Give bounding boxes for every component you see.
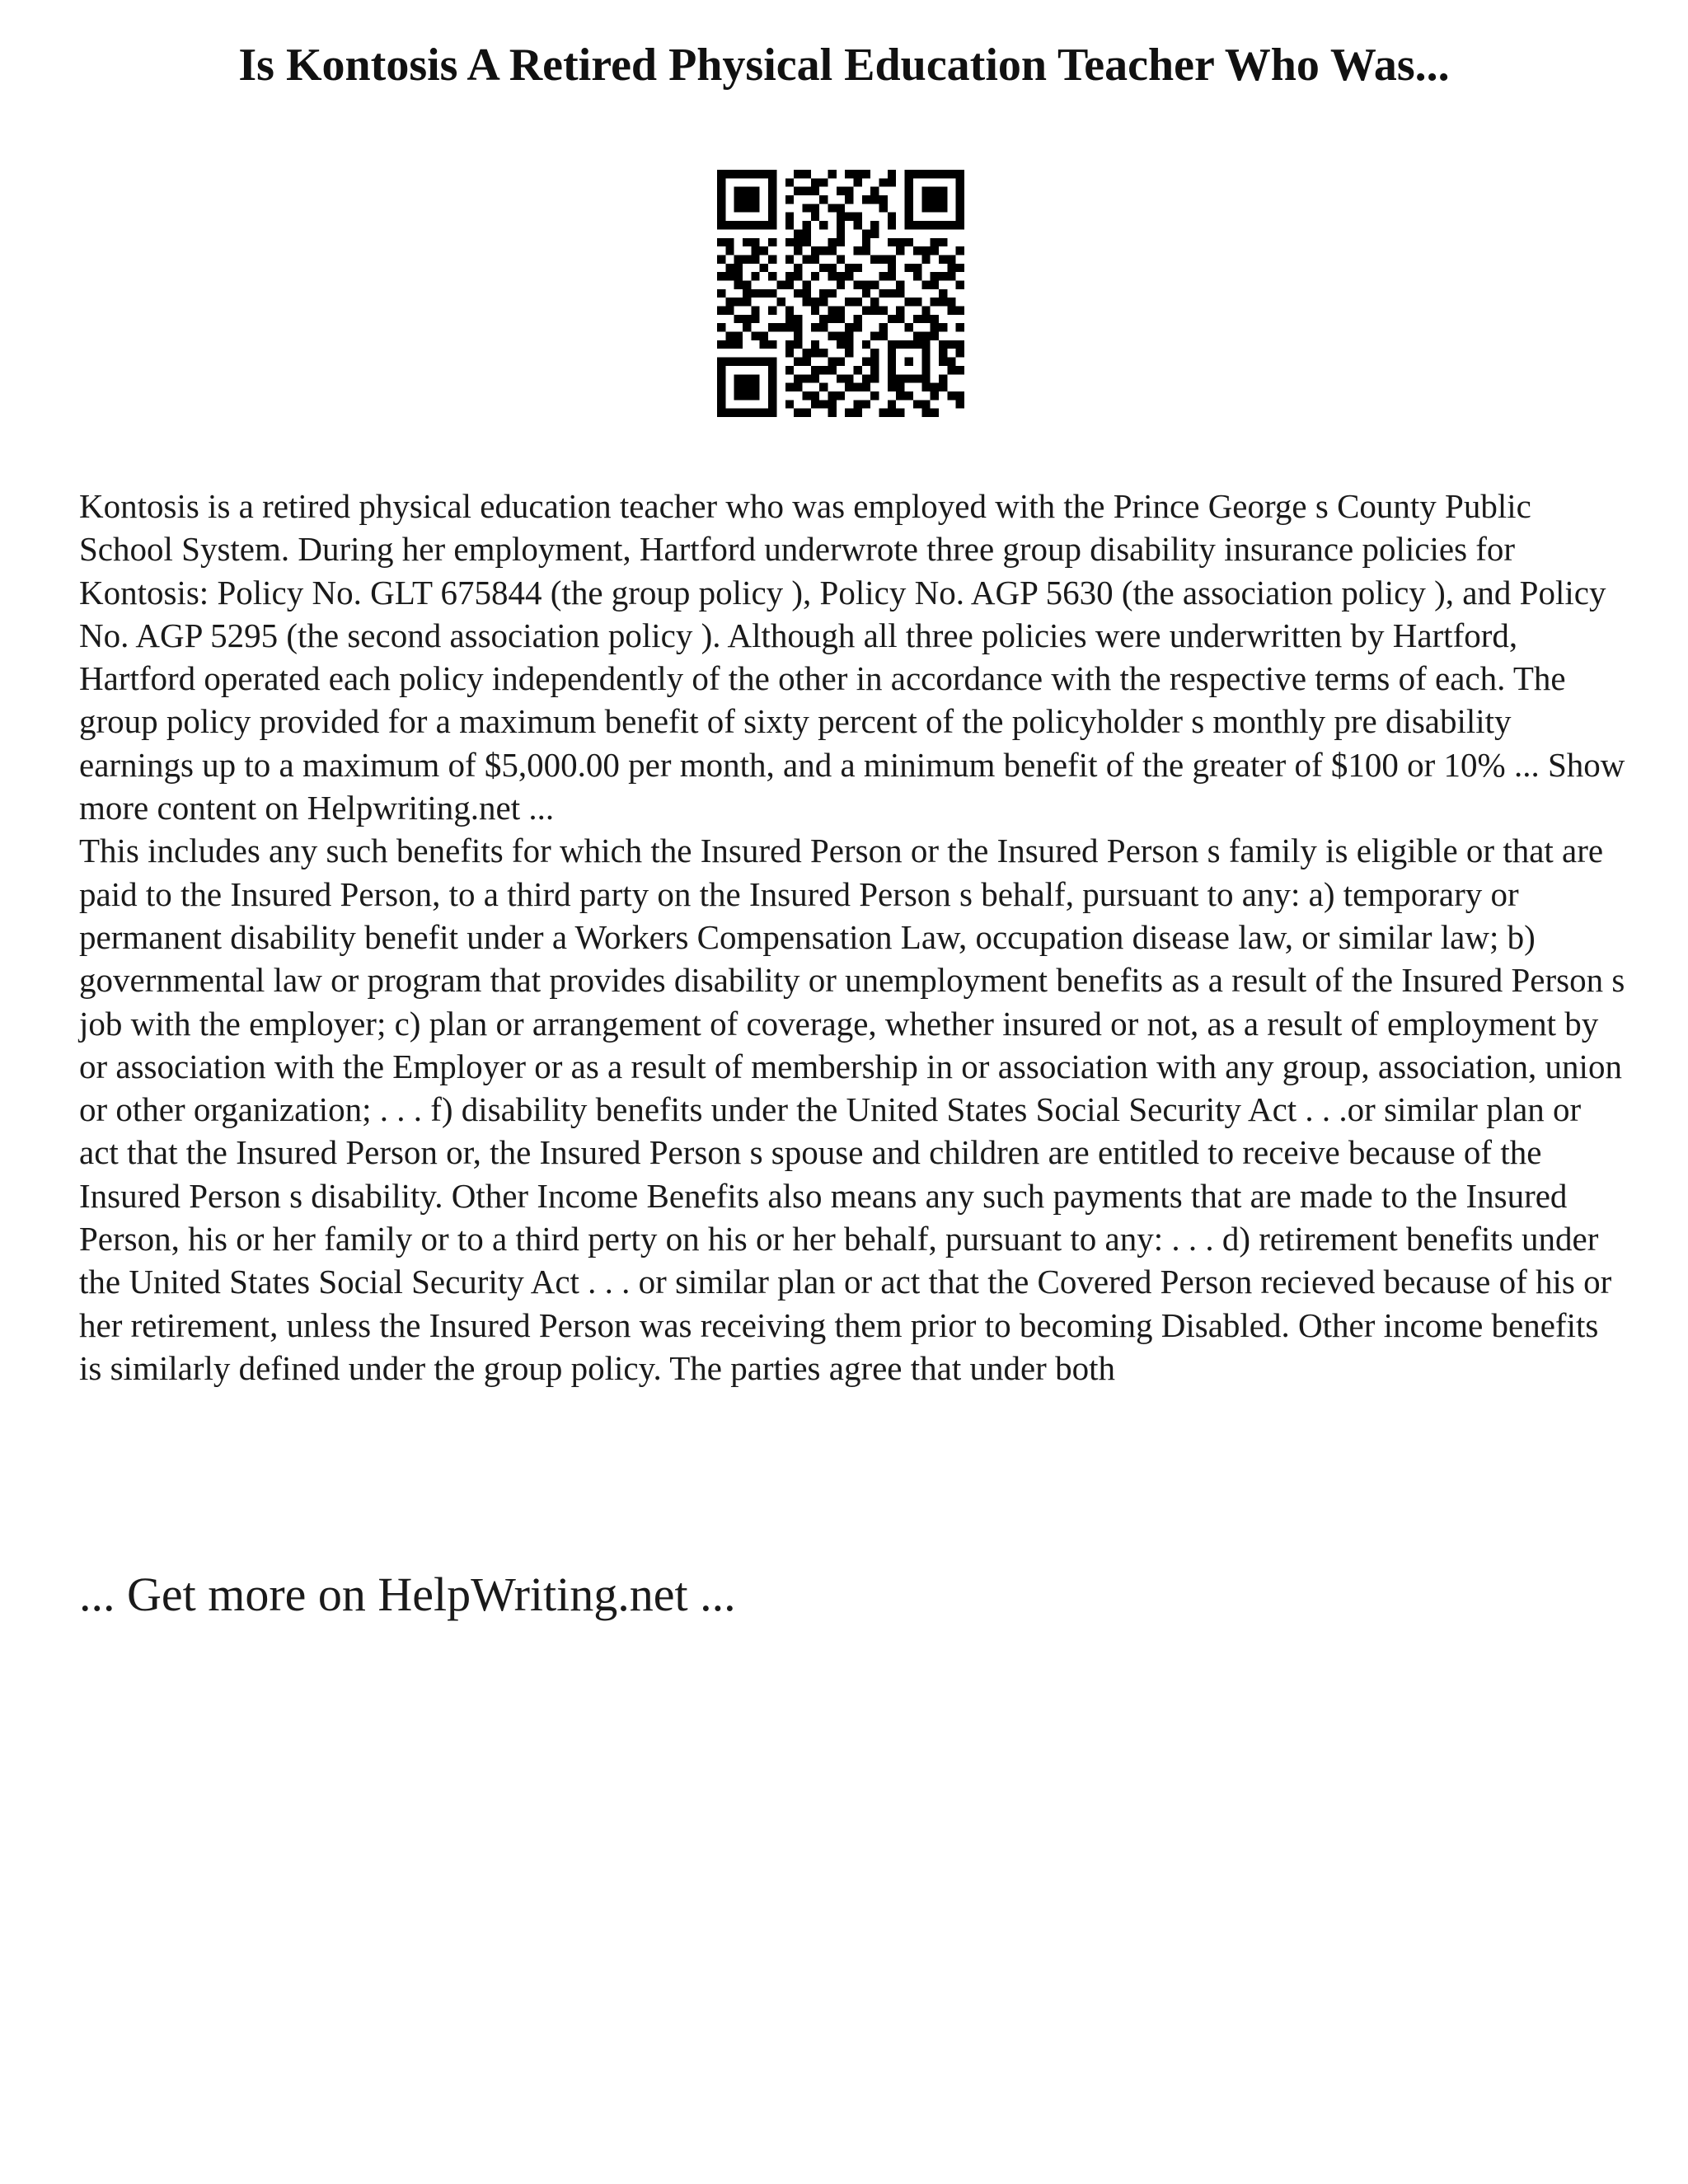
page-title: Is Kontosis A Retired Physical Education Teacher Who Was... (238, 40, 1450, 91)
paragraph: Kontosis is a retired physical education teacher who was employed with the Prince George s County Public School System. During her employment, Hartford underwrote three group disability insurance policies for Kontosis: Policy No. GLT 675844 (the group policy ), Policy No. AGP 5630 (the association policy ), and Policy No. AGP 5295 (the second association policy ). Although all three policies were underwritten by Hartford, Hartford operated each policy independently of the other in accordance with the respective terms of each. The group policy provided for a maximum benefit of sixty percent of the policyholder s monthly pre disability earnings up to a maximum of $5,000.00 per month, and a minimum benefit of the greater of $100 or 10% ... Show more content on Helpwriting.net ... (79, 487, 1625, 827)
qr-code-icon (717, 170, 964, 417)
get-more-link[interactable]: ... Get more on HelpWriting.net ... (79, 1568, 736, 1621)
article-body (79, 485, 1629, 1390)
paragraph: This includes any such benefits for which the Insured Person or the Insured Person s family is eligible or that are paid to the Insured Person, to a third party on the Insured Person s behalf, pursuant to any: a) temporary or permanent disability benefit under a Workers Compensation Law, occupation disease law, or similar law; b) governmental law or program that provides disability or unemployment benefits as a result of the Insured Person s job with the employer; c) plan or arrangement of coverage, whether insured or not, as a result of employment by or association with the Employer or as a result of membership in or association with any group, association, union or other organization; . . . f) disability benefits under the United States Social Security Act . . .or similar plan or act that the Insured Person or, the Insured Person s spouse and children are entitled to receive because of the Insured Person s disability. Other Income Benefits also means any such payments that are made to the Insured Person, his or her family or to a third perty on his or her behalf, pursuant to any: . . . d) retirement benefits under the United States Social Security Act . . . or similar plan or act that the Covered Person recieved because of his or her retirement, unless the Insured Person was receiving them prior to becoming Disabled. Other income benefits is similarly defined under the group policy. The parties agree that under both (79, 832, 1625, 1387)
